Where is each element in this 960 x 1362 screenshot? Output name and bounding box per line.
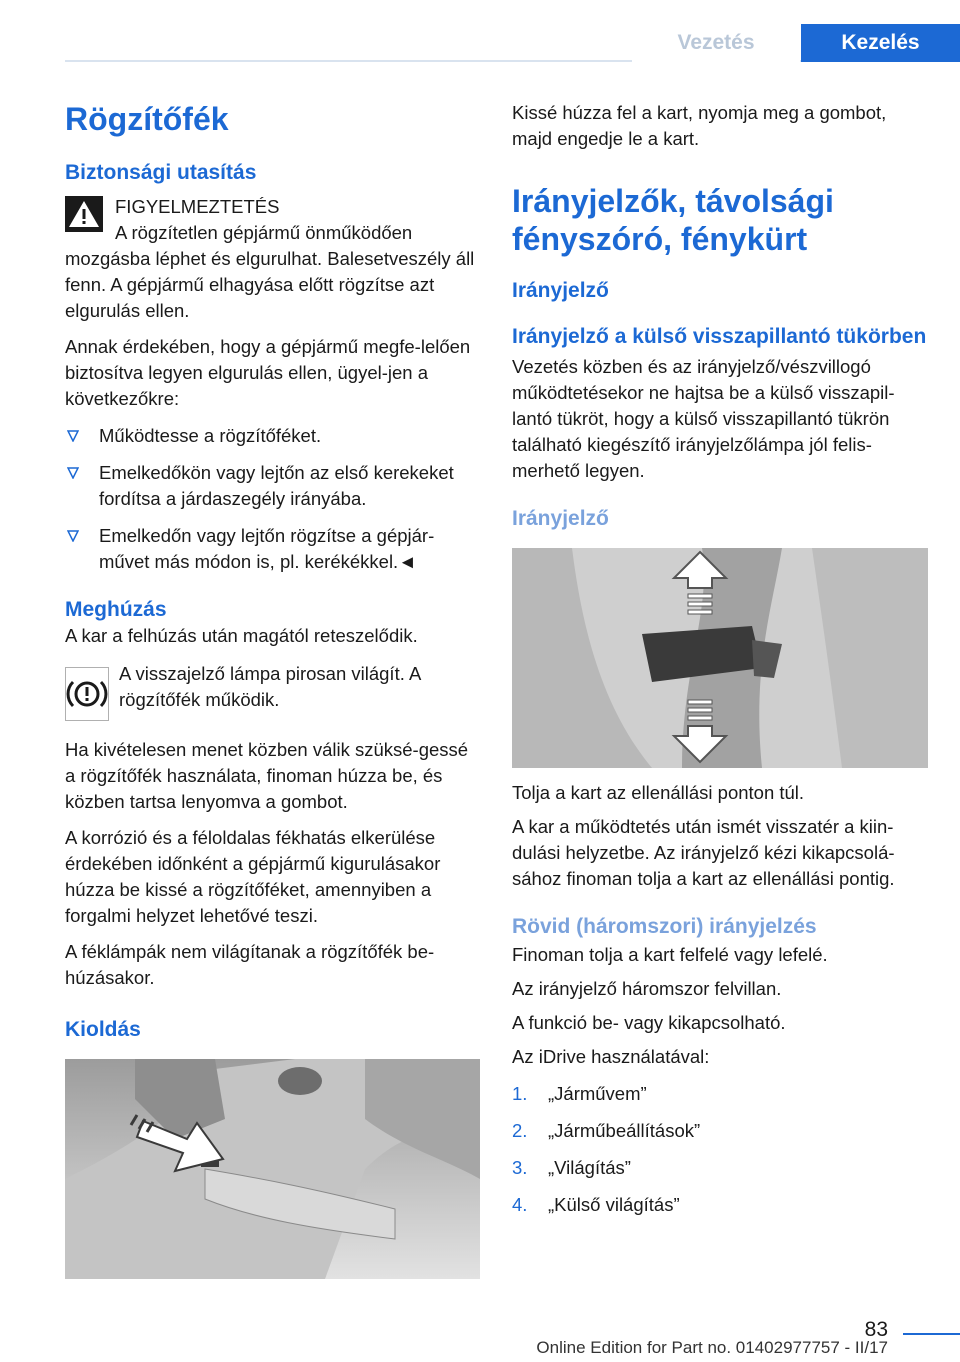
list-item xyxy=(512,1155,928,1181)
list-item xyxy=(512,1081,928,1107)
precaution-list xyxy=(65,423,480,575)
heading-indicator-2: Irányjelző xyxy=(512,507,609,530)
step-text: „Járműbeállítások” xyxy=(548,1120,701,1141)
list-item xyxy=(65,523,480,575)
step-text: „Külső világítás” xyxy=(548,1194,680,1215)
left-column xyxy=(65,100,480,1279)
idrive-steps xyxy=(512,1081,928,1218)
triangle-bullet-icon xyxy=(67,530,79,542)
list-item xyxy=(65,423,480,449)
function-text: A funkció be- vagy kikapcsolható. xyxy=(512,1012,786,1033)
warning-triangle-icon xyxy=(65,196,103,232)
step-text: „Világítás” xyxy=(548,1157,631,1178)
lamp-block xyxy=(65,661,480,725)
paragraph-1: Ha kivételesen menet közben válik szüksé-gessé a rögzítőfék használata, finoman húzza be, és közben tartsa lenyomva a gombot. xyxy=(65,739,469,812)
list-item xyxy=(512,1118,928,1144)
step-number: 3. xyxy=(512,1157,528,1178)
warning-text: A rögzítetlen gépjármű önműködően mozgásba léphet és elgurulhat. Balesetveszély áll fenn. A gépjármű elhagyása előtt rögzítse azt elgurulás ellen. xyxy=(65,222,475,321)
heading-mirror-indicator: Irányjelző a külső visszapillantó tükörben xyxy=(512,325,927,348)
list-item-text: Működtesse a rögzítőféket. xyxy=(99,425,322,446)
list-item xyxy=(512,1192,928,1218)
header-tabs xyxy=(65,24,960,62)
paragraph-2: A korrózió és a féloldalas fékhatás elkerülése érdekében időnként a gépjármű kigurulásakor húzza be kissé a rögzítőféket, amennyiben a forgalmi helyzet lehetővé teszi. xyxy=(65,827,441,926)
paragraph-3: A féklámpák nem világítanak a rögzítőfék be-húzásakor. xyxy=(65,941,435,988)
brake-warning-lamp-icon xyxy=(65,667,109,721)
footer-rule xyxy=(903,1333,960,1335)
section-title-parking-brake: Rögzítőfék xyxy=(65,101,229,137)
warning-block xyxy=(65,194,480,220)
step-number: 1. xyxy=(512,1083,528,1104)
heading-pull: Meghúzás xyxy=(65,598,167,621)
tab-vezetes[interactable]: Vezetés xyxy=(632,24,800,62)
indicator-lever-photo xyxy=(512,548,928,768)
page-number: 83 xyxy=(864,1318,888,1341)
footer-edition: Online Edition for Part no. 01402977757 - II/17 xyxy=(536,1338,888,1357)
right-column xyxy=(512,100,928,1218)
mirror-text: Vezetés közben és az irányjelző/vészvillogó működtetésekor ne hajtsa be a külső visszapil-lantó tükröt, hogy a külső visszapillantó tükrön található kiegészítő irányjelzőlámpa jól felis-merhető legyen. xyxy=(512,356,895,481)
pull-text: A kar a felhúzás után magától reteszelődik. xyxy=(65,625,418,646)
step-number: 4. xyxy=(512,1194,528,1215)
list-item xyxy=(65,460,480,512)
step-number: 2. xyxy=(512,1120,528,1141)
push-text: Tolja a kart az ellenállási ponton túl. xyxy=(512,782,805,803)
list-item-text: Emelkedőkön vagy lejtőn az első kerekeket fordítsa a járdaszegély irányába. xyxy=(99,462,454,509)
tab-kezeles[interactable]: Kezelés xyxy=(801,24,960,62)
heading-release: Kioldás xyxy=(65,1018,141,1041)
lamp-text: A visszajelző lámpa pirosan világít. A rögzítőfék működik. xyxy=(119,663,421,710)
section-title-indicators: Irányjelzők, távolsági fényszóró, fénykürt xyxy=(512,183,834,257)
return-text: A kar a működtetés után ismét visszatér a kiin-dulási helyzetbe. Az irányjelző kézi kikapcsolá-sához finoman tolja a kart az ellenállási pontig. xyxy=(512,816,895,889)
list-item-text: Emelkedőn vagy lejtőn rögzítse a gépjár-művet más módon is, pl. kerékékkel.◄ xyxy=(99,525,435,572)
release-text: Kissé húzza fel a kart, nyomja meg a gombot, majd engedje le a kart. xyxy=(512,102,887,149)
short-text: Finoman tolja a kart felfelé vagy lefelé. xyxy=(512,944,828,965)
flash-text: Az irányjelző háromszor felvillan. xyxy=(512,978,782,999)
idrive-text: Az iDrive használatával: xyxy=(512,1046,710,1067)
triangle-bullet-icon xyxy=(67,430,79,442)
heading-short-signal: Rövid (háromszori) irányjelzés xyxy=(512,915,817,938)
heading-safety: Biztonsági utasítás xyxy=(65,161,257,184)
triangle-bullet-icon xyxy=(67,467,79,479)
intro-text: Annak érdekében, hogy a gépjármű megfe-lelően biztosítva legyen elgurulás ellen, ügyel-jen a következőkre: xyxy=(65,336,471,409)
parking-brake-photo xyxy=(65,1059,480,1279)
warning-label: FIGYELMEZTETÉS xyxy=(115,196,280,217)
step-text: „Járművem” xyxy=(548,1083,647,1104)
heading-indicator: Irányjelző xyxy=(512,279,609,302)
